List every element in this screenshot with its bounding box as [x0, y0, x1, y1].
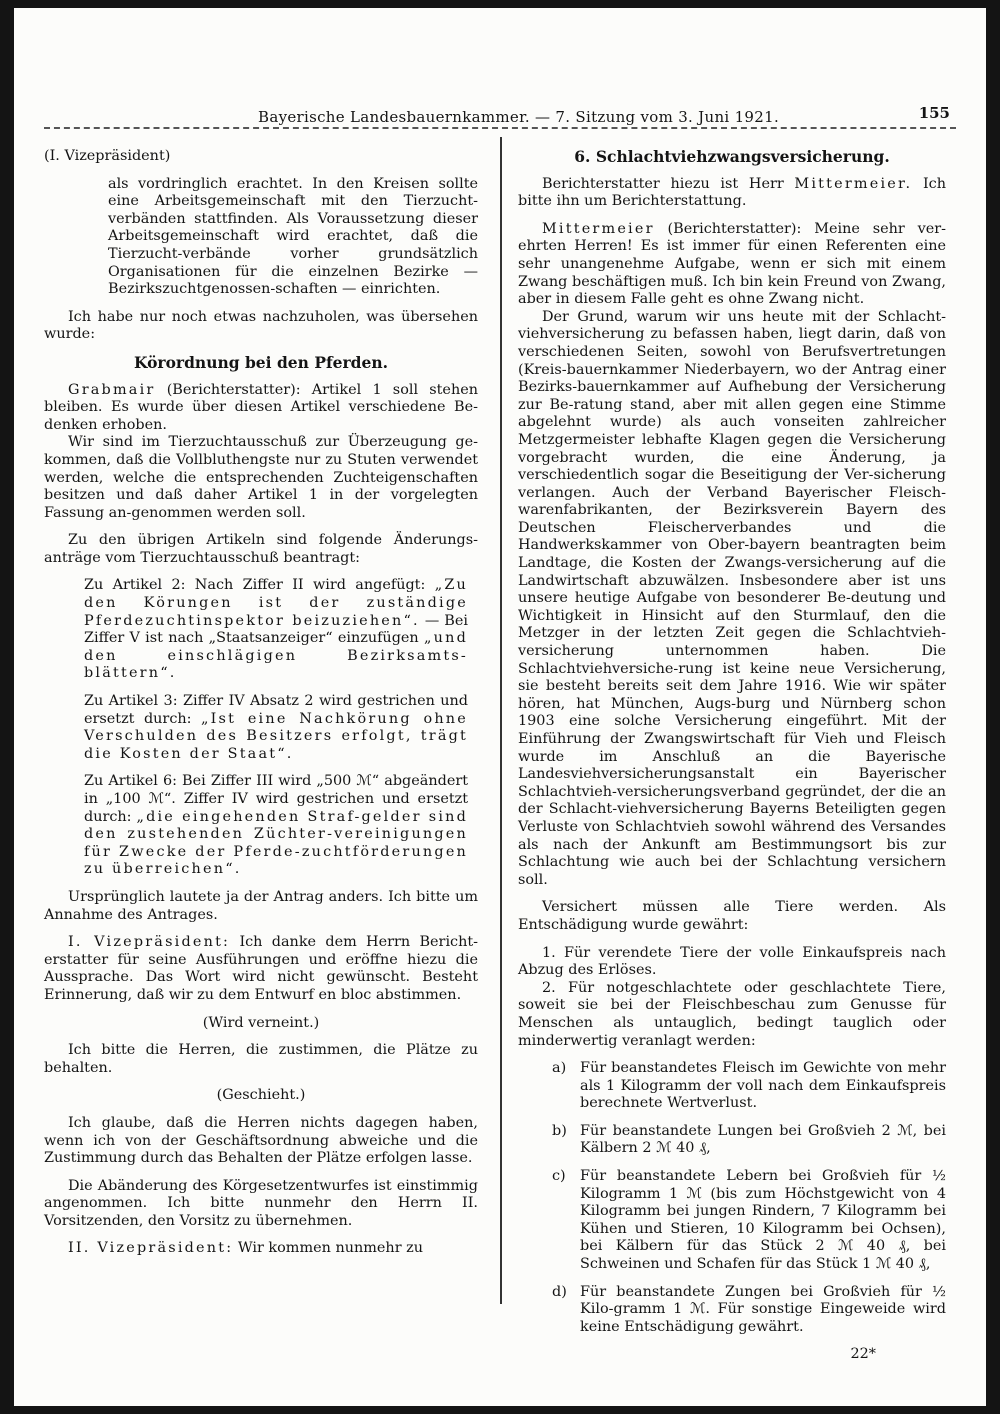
amendment-quote: „die eingehenden Straf-gelder sind den zustehenden Züchter-vereinigungen für Zwecke der Pferde-zuchtförderungen zu überreichen“. — [84, 808, 469, 878]
section-heading: Körordnung bei den Pferden. — [133, 352, 389, 372]
right-column — [518, 148, 946, 1364]
paragraph-text: (Berichterstatter): Artikel 1 soll stehen bleiben. Es wurde über diesen Artikel verschiedene Be-denken erhoben. — [44, 381, 478, 433]
amendment — [84, 577, 468, 683]
paragraph — [44, 934, 478, 1004]
paragraph-text: Ich danke dem Herrn Bericht-erstatter für seine Ausführungen und eröffne hiezu die Aussprache. Das Wort wird nicht gewünscht. Besteht Erinnerung, daß wir zu dem Entwurf en bloc abstimmen. — [44, 934, 479, 1003]
page-number: 155 — [918, 104, 950, 122]
paragraph: Zu den übrigen Artikeln sind folgende Änderungs-anträge vom Tierzuchtausschuß beantragt: — [44, 532, 478, 566]
amendment-quote: „Ist eine Nachkörung ohne Verschulden des Besitzers erfolgt, trägt die Kosten der Staat“. — [84, 710, 468, 762]
paragraph — [518, 221, 946, 309]
amendment — [84, 693, 468, 763]
paragraph: Die Abänderung des Körgesetzentwurfes ist einstimmig angenommen. Ich bitte nunmehr den Herrn II. Vorsitzenden, den Vorsitz zu übernehmen. — [44, 1177, 478, 1229]
signature-mark: 22* — [850, 1346, 876, 1363]
speaker-name: Grabmair — [68, 381, 156, 398]
sub-item-label: b) — [552, 1122, 567, 1139]
paragraph — [44, 382, 478, 435]
paragraph-text: Wir kommen nunmehr zu — [237, 1240, 423, 1257]
amendment — [84, 773, 468, 879]
speaker-name: I. Vizepräsident: — [68, 934, 231, 951]
paragraph — [518, 176, 946, 211]
sub-item — [518, 1123, 946, 1158]
sub-item-label: a) — [552, 1060, 567, 1077]
sub-item-text: Für beanstandete Lungen bei Großvieh 2 ℳ, bei Kälbern 2 ℳ 40 ₰, — [580, 1122, 946, 1157]
paragraph: Ursprünglich lautete ja der Antrag anders. Ich bitte um Annahme des Antrages. — [44, 888, 478, 923]
speaker-name: II. Vizepräsident: — [68, 1240, 234, 1257]
amendment-quote: „und den einschlägigen Bezirksamts-blättern“. — [84, 630, 468, 682]
amendment-lead: Zu Artikel 6: Bei Ziffer III wird „500 ℳ“ abgeändert in „100 ℳ“. Ziffer IV wird gestrichen und ersetzt durch: — [84, 773, 468, 825]
page-header — [0, 95, 1000, 127]
amendment-lead: Zu Artikel 3: Ziffer IV Absatz 2 wird gestrichen und ersetzt durch: — [84, 693, 468, 727]
paragraph-text: Ich bitte ihn um Berichterstattung. — [518, 175, 946, 210]
column-divider — [500, 137, 502, 1304]
sub-item-label: d) — [552, 1283, 567, 1300]
paragraph — [44, 1240, 478, 1258]
paragraph-text: (Berichterstatter): Meine sehr ver-ehrten Herren! Es ist immer für einen Referenten eine sehr unangenehme Aufgabe, wenn er sich mit einem Zwang beschäftigen muß. Ich bin kein Freund von Zwang, aber in diesem Falle geht es ohne Zwang nicht. — [518, 220, 947, 308]
running-title: Bayerische Landesbauernkammer. — 7. Sitzung vom 3. Juni 1921. — [258, 108, 780, 126]
paragraph: Ich bitte die Herren, die zustimmen, die Plätze zu behalten. — [44, 1042, 478, 1076]
left-column — [44, 148, 478, 1258]
paragraph: Ich habe nur noch etwas nachzuholen, was übersehen wurde: — [44, 308, 478, 343]
paragraph-text: Berichterstatter hiezu ist Herr — [542, 175, 784, 192]
speaker-name: Mittermeier. — [794, 175, 913, 192]
sub-item-label: c) — [552, 1168, 566, 1185]
procedural-note: (Geschieht.) — [216, 1087, 306, 1104]
paragraph: Der Grund, warum wir uns heute mit der Schlacht-viehversicherung zu befassen haben, liegt darin, daß von verschiedenen Seiten, sowohl von Berufsvertretungen (Kreis-bauernkammer Niederbayern, wo der Antrag einer Bezirks-bauernkammer auf Aufhebung der Versicherung zur Be-ratung stand, aber mit allen gegen eine Stimme abgelehnt wurde) als auch vonseiten zahlreicher Metzgermeister lebhafte Klagen gegen die Versicherung vorgebracht wurden, die eine Änderung, ja verschiedentlich sogar die Beseitigung der Ver-sicherung verlangen. Auch der Verband Bayerischer Fleisch-warenfabrikanten, der Bezirksverein Bayern des Deutschen Fleischerverbandes und die Handwerkskammer von Ober-bayern beantragten beim Landtage, die Kosten der Zwangs-versicherung auf die Landwirtschaft abzuwälzen. Insbesondere aber ist uns unsere heutige Aufgabe von besonderer Be-deutung und Wichtigkeit in Hinsicht auf den Sturmlauf, den die Metzger in der letzten Zeit gegen die Schlachtvieh-versicherung unternommen haben. Die Schlachtviehversiche-rung ist keine neue Versicherung, sie besteht bereits seit dem Jahre 1916. Wie wir später hören, hat München, Augs-burg und Nürnberg schon 1903 eine solche Versicherung eingeführt. Mit der Einführung der Zwangswirtschaft für Vieh und Fleisch wurde im Anschluß an die Bayerische Landesviehversicherungsanstalt ein Bayerischer Schlachtvieh-versicherungsverband gegründet, der die an der Schlacht-viehversicherung Bayerns Beteiligten gegen Verluste von Schlachtvieh sowohl während des Versandes als nach der Ankunft am Bestimmungsort bis zur Schlachtung wie auch bei der Schlachtung versichern soll. — [518, 308, 946, 888]
header-rule — [44, 127, 956, 129]
sub-item-text: Für beanstandete Lebern bei Großvieh für ½ Kilogramm 1 ℳ (bis zum Höchstgewicht von 4 Kilogramm bei jungen Rindern, 7 Kilogramm bei Kühen und Stieren, 10 Kilogramm bei Ochsen), bei Kälbern für das Stück 2 ℳ 40 ₰, bei Schweinen und Schafen für das Stück 1 ℳ 40 ₰, — [580, 1168, 946, 1273]
paragraph: als vordringlich erachtet. In den Kreisen sollte eine Arbeitsgemeinschaft mit den Tierzucht-verbänden stattfinden. Als Voraussetzung dieser Arbeitsgemeinschaft wird erachtet, daß die Tierzucht-verbände vorher grundsätzlich Organisationen für die einzelnen Bezirke — Bezirkszuchtgenossen-schaften — einrichten. — [108, 175, 478, 298]
list-item: 1. Für verendete Tiere der volle Einkaufspreis nach Abzug des Erlöses. — [518, 944, 946, 979]
sub-item — [518, 1060, 946, 1113]
speaker-name: Mittermeier — [542, 220, 655, 237]
paragraph: Wir sind im Tierzuchtausschuß zur Überzeugung ge-kommen, daß die Vollbluthengste nur zu Stuten verwendet werden, welche die entsprechenden Zuchteigenschaften besitzen und daß daher Artikel 1 in der vorgelegten Fassung an-genommen werden soll. — [44, 434, 478, 521]
list-item: 2. Für notgeschlachtete oder geschlachtete Tiere, soweit sie bei der Fleischbeschau zum Genusse für Menschen als untauglich, bedingt tauglich oder minderwertig veranlagt werden: — [518, 979, 946, 1049]
sub-item-text: Für beanstandete Zungen bei Großvieh für ½ Kilo-gramm 1 ℳ. Für sonstige Eingeweide wird keine Entschädigung gewährt. — [580, 1283, 946, 1335]
sub-item — [518, 1168, 946, 1274]
paragraph: Ich glaube, daß die Herren nichts dagegen haben, wenn ich von der Geschäftsordnung abweiche und die Zustimmung durch das Behalten der Plätze erfolgen lasse. — [44, 1114, 478, 1167]
amendment-lead: — Bei Ziffer V ist nach „Staatsanzeiger“ einzufügen — [84, 612, 468, 647]
speaker-note: (I. Vizepräsident) — [44, 148, 171, 164]
procedural-note: (Wird verneint.) — [202, 1014, 320, 1031]
paragraph: Versichert müssen alle Tiere werden. Als Entschädigung wurde gewährt: — [518, 899, 946, 933]
amendment-quote: „Zu den Körungen ist der zuständige Pferdezuchtinspektor beizuziehen“. — [84, 577, 469, 629]
amendment-lead: Zu Artikel 2: Nach Ziffer II wird angefügt: — [84, 577, 426, 594]
sub-item-text: Für beanstandetes Fleisch im Gewichte von mehr als 1 Kilogramm der voll nach dem Einkaufspreis berechnete Wertverlust. — [580, 1060, 946, 1112]
sub-item — [518, 1284, 946, 1337]
section-heading: 6. Schlachtviehzwangsversicherung. — [574, 147, 890, 166]
